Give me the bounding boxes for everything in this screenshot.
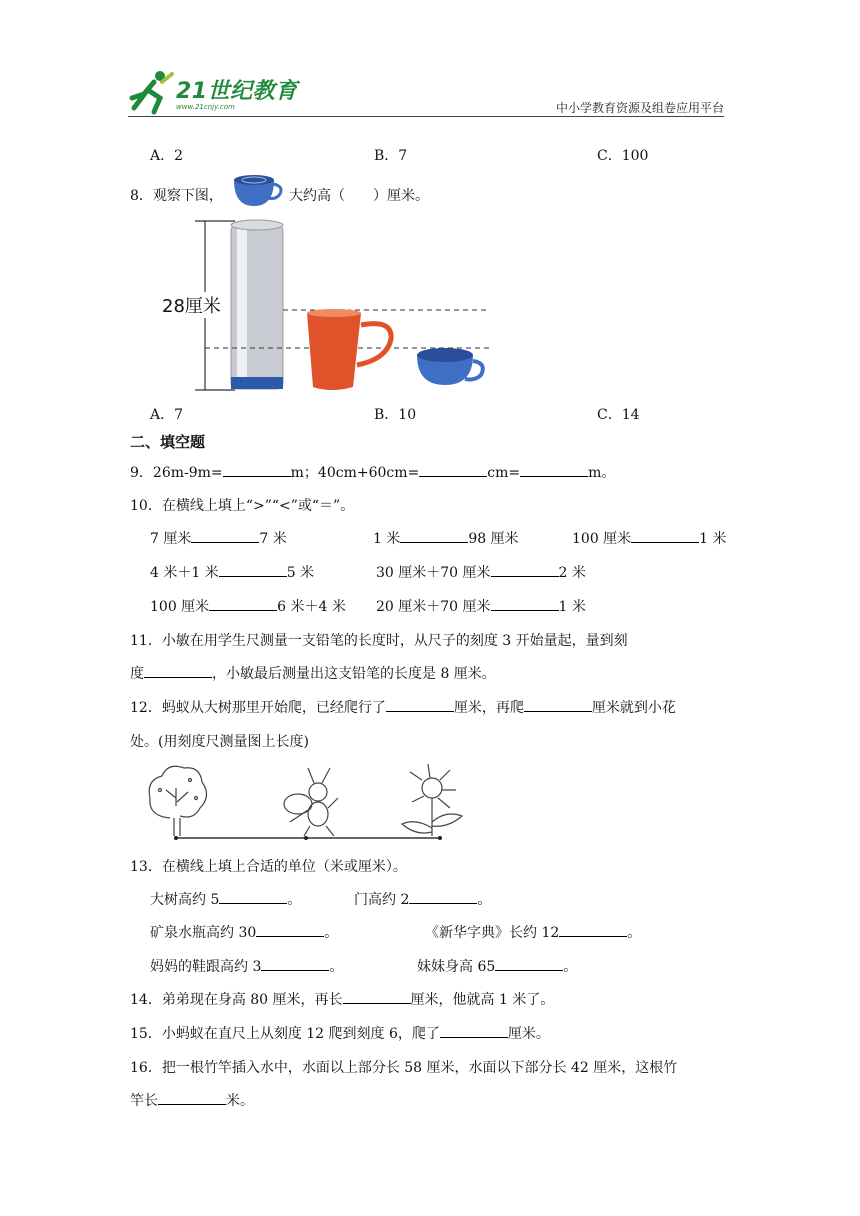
q10-title: 10．在横线上填上“>”“<”或“＝”。 xyxy=(130,498,355,514)
q13-item xyxy=(150,956,343,976)
answer-blank[interactable] xyxy=(219,889,287,904)
answer-blank[interactable] xyxy=(491,596,559,611)
q8-option-b: B．10 xyxy=(374,407,417,423)
q16-line1: 16．把一根竹竿插入水中，水面以上部分长 58 厘米，水面以下部分长 42 厘米，这根竹 xyxy=(130,1060,678,1076)
q13-item xyxy=(425,922,641,942)
q13-end: 。 xyxy=(287,892,302,908)
q10-right: 5 米 xyxy=(286,565,315,581)
q13-end: 。 xyxy=(563,959,578,975)
q13-prompt: 妈妈的鞋跟高约 3 xyxy=(150,959,262,975)
q8-text-after: 大约高（ ）厘米。 xyxy=(289,188,429,204)
q10-item xyxy=(150,596,346,616)
answer-blank[interactable] xyxy=(631,528,699,543)
q11-part1: 度 xyxy=(130,666,144,682)
q16-line2 xyxy=(130,1090,254,1110)
q10-left: 7 厘米 xyxy=(150,531,192,547)
q7-option-b: B．7 xyxy=(374,148,408,164)
q11-line1: 11．小敏在用学生尺测量一支铅笔的长度时，从尺子的刻度 3 开始量起，量到刻 xyxy=(130,633,628,649)
q10-left: 30 厘米＋70 厘米 xyxy=(376,565,491,581)
q9-part4: m。 xyxy=(588,465,616,481)
q8-option-a: A．7 xyxy=(150,407,184,423)
answer-blank[interactable] xyxy=(495,956,563,971)
answer-blank[interactable] xyxy=(144,663,212,678)
q13-end: 。 xyxy=(324,925,339,941)
q10-item xyxy=(150,562,314,582)
q10-left: 4 米＋1 米 xyxy=(150,565,219,581)
q10-item xyxy=(376,596,586,616)
tree-icon xyxy=(149,766,206,836)
answer-blank[interactable] xyxy=(386,697,454,712)
q16-part1: 竿长 xyxy=(130,1093,158,1109)
q8-number: 8． xyxy=(130,188,153,204)
q8-text-before: 观察下图， xyxy=(152,188,223,204)
answer-blank[interactable] xyxy=(261,956,329,971)
q10-left: 20 厘米＋70 厘米 xyxy=(376,599,491,615)
blue-cup-icon xyxy=(230,172,286,210)
flower-icon xyxy=(402,764,462,836)
q8-figure-label: 28厘米 xyxy=(161,292,222,318)
q9-part1: 9．26m-9m= xyxy=(130,465,223,481)
answer-blank[interactable] xyxy=(219,562,287,577)
answer-blank[interactable] xyxy=(256,922,324,937)
q14-part1: 14．弟弟现在身高 80 厘米，再长 xyxy=(130,992,343,1008)
q15-part2: 厘米。 xyxy=(507,1026,550,1042)
answer-blank[interactable] xyxy=(419,462,487,477)
answer-blank[interactable] xyxy=(520,462,588,477)
answer-blank[interactable] xyxy=(209,596,277,611)
q11-line2 xyxy=(130,663,496,683)
q10-right: 1 米 xyxy=(699,531,727,547)
q13-item xyxy=(150,889,301,909)
q13-title: 13．在横线上填上合适的单位（米或厘米）。 xyxy=(130,859,407,875)
q10-right: 2 米 xyxy=(558,565,586,581)
q13-prompt: 《新华字典》长约 12 xyxy=(425,925,560,941)
answer-blank[interactable] xyxy=(400,528,468,543)
header-platform-text: 中小学教育资源及组卷应用平台 xyxy=(555,101,724,115)
q15-text xyxy=(130,1023,550,1043)
answer-blank[interactable] xyxy=(524,697,592,712)
q13-prompt: 大树高约 5 xyxy=(150,892,220,908)
q7-option-c: C．100 xyxy=(597,148,649,164)
q8-text xyxy=(130,185,223,205)
q10-right: 98 厘米 xyxy=(468,531,519,547)
q12-line2: 处。(用刻度尺测量图上长度) xyxy=(130,734,309,750)
q14-text xyxy=(130,989,554,1009)
q9-part2: m；40cm+60cm= xyxy=(290,465,420,481)
q10-item xyxy=(150,528,287,548)
answer-blank[interactable] xyxy=(440,1023,508,1038)
q12-part2: 厘米，再爬 xyxy=(453,700,524,716)
answer-blank[interactable] xyxy=(559,922,627,937)
q7-option-a: A．2 xyxy=(150,148,184,164)
q11-part2: ，小敏最后测量出这支铅笔的长度是 8 厘米。 xyxy=(212,666,496,682)
q13-prompt: 妹妹身高 65 xyxy=(417,959,496,975)
q13-end: 。 xyxy=(627,925,642,941)
q10-left: 1 米 xyxy=(373,531,401,547)
q10-left: 100 厘米 xyxy=(150,599,210,615)
answer-blank[interactable] xyxy=(491,562,559,577)
q8-option-c: C．14 xyxy=(597,407,640,423)
q13-end: 。 xyxy=(477,892,492,908)
answer-blank[interactable] xyxy=(191,528,259,543)
answer-blank[interactable] xyxy=(158,1090,226,1105)
ant-icon xyxy=(284,768,338,836)
q13-prompt: 门高约 2 xyxy=(354,892,410,908)
q10-right: 7 米 xyxy=(259,531,287,547)
q13-item xyxy=(150,922,338,942)
q15-part1: 15．小蚂蚁在直尺上从刻度 12 爬到刻度 6，爬了 xyxy=(130,1026,440,1042)
q12-figure xyxy=(140,758,480,844)
section-title: 二、填空题 xyxy=(130,433,206,451)
q9-part3: cm= xyxy=(487,465,521,481)
q10-left: 100 厘米 xyxy=(572,531,632,547)
q10-item xyxy=(572,528,727,548)
q10-item xyxy=(376,562,586,582)
q16-part2: 米。 xyxy=(226,1093,254,1109)
q9-text xyxy=(130,462,615,482)
q12-part1: 12．蚂蚁从大树那里开始爬，已经爬行了 xyxy=(130,700,386,716)
q12-part3: 厘米就到小花 xyxy=(591,700,676,716)
q13-prompt: 矿泉水瓶高约 30 xyxy=(150,925,257,941)
q14-part2: 厘米，他就高 1 米了。 xyxy=(410,992,555,1008)
q10-right: 1 米 xyxy=(558,599,586,615)
q13-item xyxy=(354,889,491,909)
q13-item xyxy=(417,956,577,976)
q13-end: 。 xyxy=(329,959,344,975)
logo-url: www.21cnjy.com xyxy=(176,103,235,111)
logo-text: 21世纪教育 xyxy=(176,79,298,104)
q10-item xyxy=(373,528,519,548)
q10-right: 6 米＋4 米 xyxy=(277,599,346,615)
answer-blank[interactable] xyxy=(223,462,291,477)
header-divider xyxy=(128,116,724,117)
answer-blank[interactable] xyxy=(409,889,477,904)
q12-line1 xyxy=(130,697,676,717)
answer-blank[interactable] xyxy=(343,989,411,1004)
